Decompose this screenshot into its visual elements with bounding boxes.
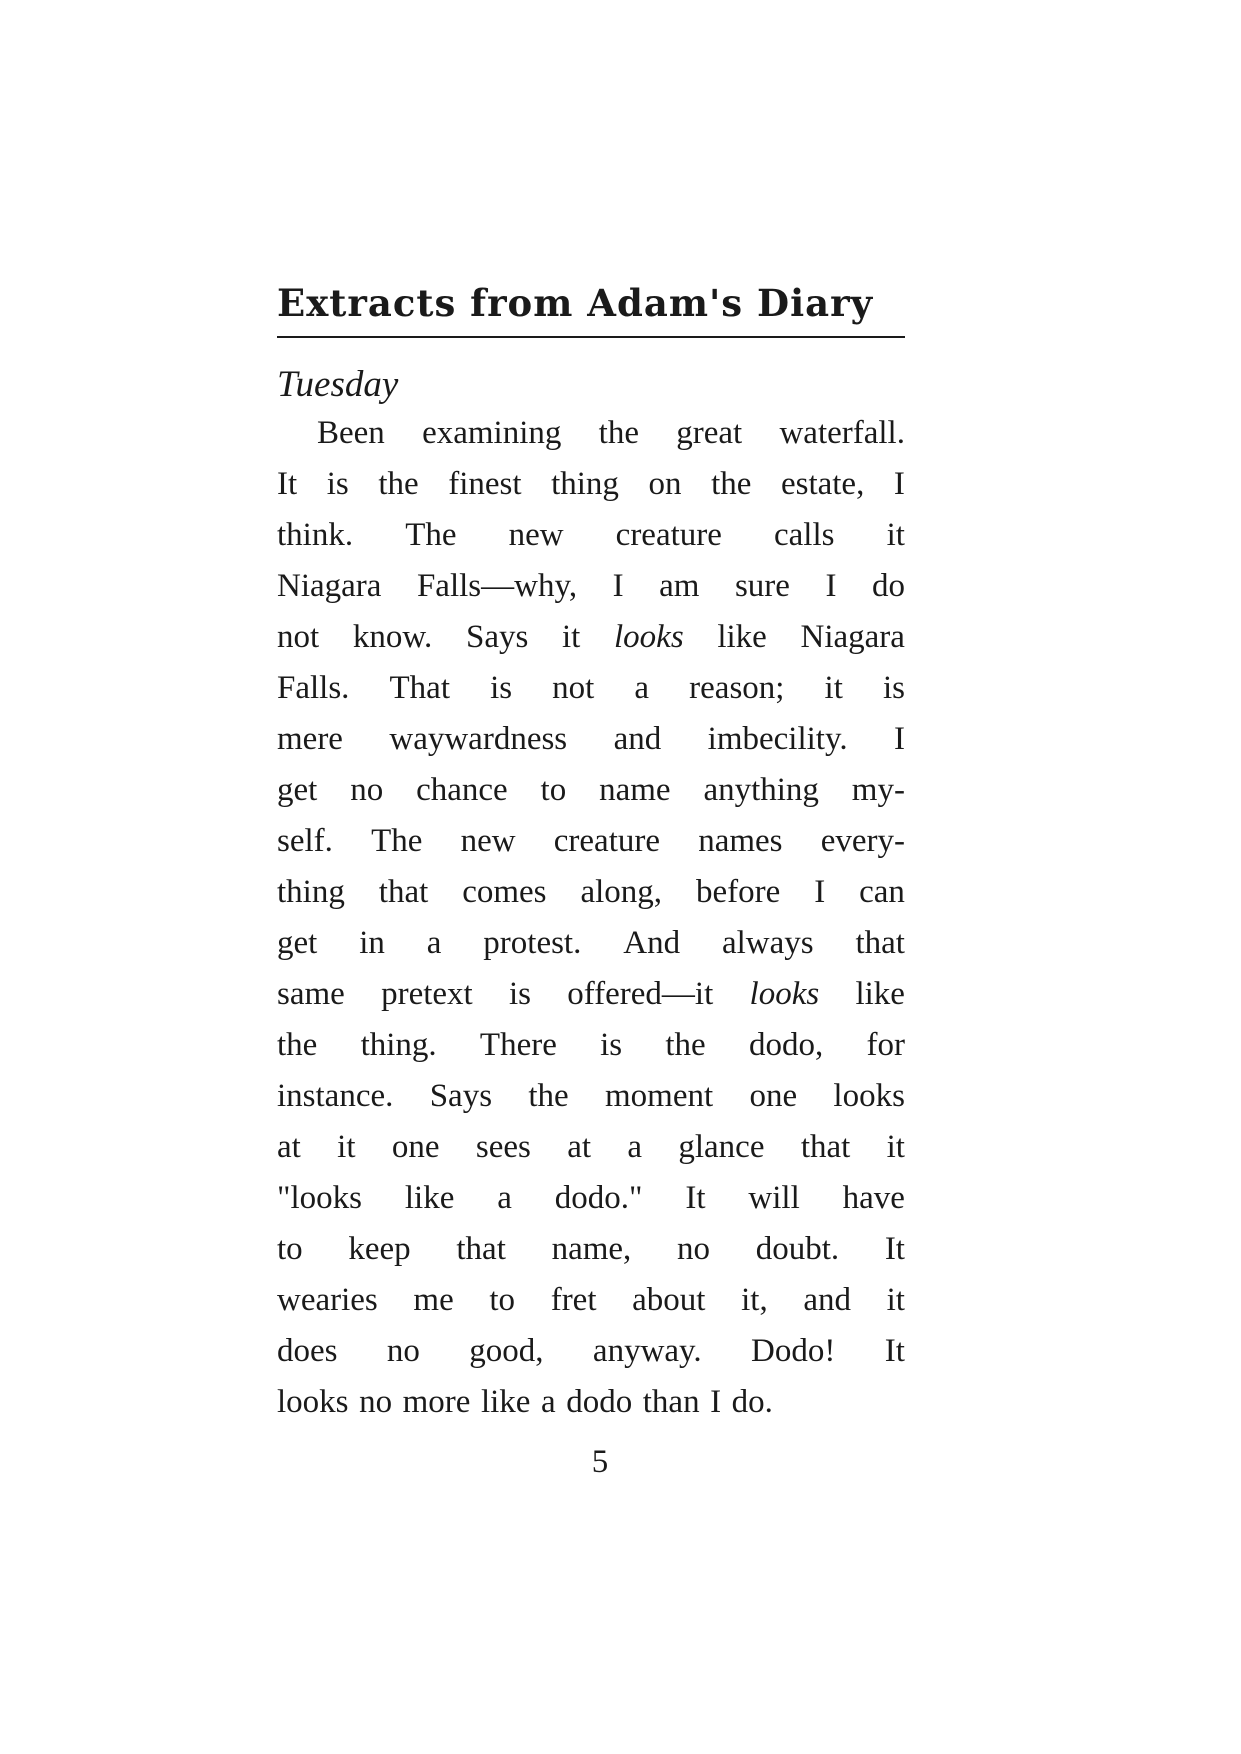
word: have bbox=[842, 1180, 905, 1216]
text-line bbox=[277, 1020, 905, 1071]
word: thing bbox=[551, 466, 619, 502]
word: names bbox=[698, 823, 783, 859]
word: me bbox=[413, 1282, 454, 1318]
word: not bbox=[277, 619, 320, 655]
text-line bbox=[277, 408, 905, 459]
word: waywardness bbox=[389, 721, 568, 757]
word: new bbox=[460, 823, 516, 859]
word: The bbox=[405, 517, 457, 553]
text-line bbox=[277, 561, 905, 612]
word: Says bbox=[429, 1078, 493, 1114]
word: along, bbox=[580, 874, 663, 910]
text-line bbox=[277, 510, 905, 561]
word: no bbox=[359, 1384, 393, 1420]
word: pretext bbox=[381, 976, 473, 1012]
text-line bbox=[277, 714, 905, 765]
word: is bbox=[326, 466, 349, 502]
word: great bbox=[676, 415, 743, 451]
text-line bbox=[277, 918, 905, 969]
text-line bbox=[277, 612, 905, 663]
word: that bbox=[855, 925, 905, 961]
text-line bbox=[277, 1224, 905, 1275]
word: does bbox=[277, 1333, 338, 1369]
word: Falls. bbox=[277, 670, 350, 706]
word: The bbox=[371, 823, 423, 859]
word: always bbox=[721, 925, 814, 961]
word: moment bbox=[604, 1078, 714, 1114]
word: I bbox=[825, 568, 837, 604]
word: finest bbox=[448, 466, 522, 502]
word: dodo bbox=[566, 1384, 633, 1420]
word: it, bbox=[741, 1282, 768, 1318]
word: about bbox=[632, 1282, 706, 1318]
word: looks bbox=[833, 1078, 905, 1114]
word: good, bbox=[469, 1333, 544, 1369]
word: anything bbox=[703, 772, 819, 808]
running-head-title: Extracts from Adam's Diary bbox=[277, 281, 874, 325]
word: calls bbox=[774, 517, 835, 553]
word: I bbox=[814, 874, 826, 910]
word: I bbox=[893, 466, 905, 502]
word: the bbox=[665, 1027, 706, 1063]
word: self. bbox=[277, 823, 333, 859]
word: Dodo! bbox=[751, 1333, 836, 1369]
word: looks bbox=[277, 1384, 349, 1420]
word: It bbox=[884, 1333, 905, 1369]
word: in bbox=[359, 925, 385, 961]
word: And bbox=[623, 925, 681, 961]
text-line bbox=[277, 765, 905, 816]
word: do bbox=[871, 568, 905, 604]
text-line bbox=[277, 1326, 905, 1377]
word: looks bbox=[749, 976, 820, 1012]
word: am bbox=[659, 568, 700, 604]
word: my- bbox=[851, 772, 905, 808]
word: that bbox=[800, 1129, 851, 1165]
word: for bbox=[866, 1027, 905, 1063]
text-line bbox=[277, 459, 905, 510]
word: waterfall. bbox=[779, 415, 905, 451]
word: it bbox=[886, 1129, 905, 1165]
word: creature bbox=[615, 517, 722, 553]
diary-entry-body bbox=[277, 408, 905, 1428]
word: Falls—why, bbox=[416, 568, 578, 604]
word: reason; bbox=[689, 670, 785, 706]
word: a bbox=[541, 1384, 556, 1420]
word: the bbox=[528, 1078, 569, 1114]
word: I bbox=[894, 721, 905, 757]
word: it bbox=[886, 1282, 905, 1318]
word: There bbox=[479, 1027, 557, 1063]
word: keep bbox=[348, 1231, 411, 1267]
page-number: 5 bbox=[591, 1444, 609, 1480]
text-line bbox=[277, 1173, 905, 1224]
word: I bbox=[612, 568, 624, 604]
word: the bbox=[598, 415, 639, 451]
word: on bbox=[648, 466, 682, 502]
word: one bbox=[391, 1129, 440, 1165]
word: That bbox=[389, 670, 450, 706]
word: no bbox=[350, 772, 384, 808]
word: Niagara bbox=[800, 619, 905, 655]
text-line bbox=[277, 1071, 905, 1122]
word: Says bbox=[465, 619, 529, 655]
word: every- bbox=[820, 823, 905, 859]
word: new bbox=[508, 517, 564, 553]
word: get bbox=[277, 925, 318, 961]
word: is bbox=[600, 1027, 623, 1063]
word: like bbox=[480, 1384, 531, 1420]
word: glance bbox=[678, 1129, 765, 1165]
word: no bbox=[386, 1333, 420, 1369]
word: imbecility. bbox=[707, 721, 848, 757]
running-header bbox=[277, 280, 905, 338]
word: know. bbox=[352, 619, 433, 655]
word: offered—it bbox=[567, 976, 714, 1012]
word: a bbox=[497, 1180, 512, 1216]
word: is bbox=[882, 670, 905, 706]
word: it bbox=[886, 517, 905, 553]
word: Niagara bbox=[277, 568, 382, 604]
word: at bbox=[567, 1129, 592, 1165]
word: it bbox=[337, 1129, 356, 1165]
word: get bbox=[277, 772, 318, 808]
word: a bbox=[426, 925, 442, 961]
word: anyway. bbox=[592, 1333, 702, 1369]
word: like bbox=[404, 1180, 455, 1216]
word: it bbox=[824, 670, 843, 706]
word: than bbox=[642, 1384, 700, 1420]
word: is bbox=[508, 976, 531, 1012]
word: will bbox=[748, 1180, 800, 1216]
word: thing. bbox=[360, 1027, 437, 1063]
word: fret bbox=[550, 1282, 597, 1318]
word: to bbox=[277, 1231, 303, 1267]
word: sure bbox=[734, 568, 790, 604]
text-line bbox=[277, 663, 905, 714]
word: like bbox=[717, 619, 767, 655]
word: the bbox=[711, 466, 752, 502]
word: the bbox=[378, 466, 419, 502]
text-line bbox=[277, 1377, 905, 1428]
word: protest. bbox=[483, 925, 582, 961]
word: creature bbox=[553, 823, 661, 859]
word: to bbox=[540, 772, 567, 808]
word: think. bbox=[277, 517, 354, 553]
word: chance bbox=[416, 772, 508, 808]
word: thing bbox=[277, 874, 345, 910]
word: estate, bbox=[780, 466, 865, 502]
word: it bbox=[561, 619, 581, 655]
word: is bbox=[490, 670, 513, 706]
word: a bbox=[627, 1129, 643, 1165]
word: looks bbox=[614, 619, 684, 655]
word: I bbox=[710, 1384, 722, 1420]
word: at bbox=[277, 1129, 301, 1165]
word: sees bbox=[475, 1129, 531, 1165]
word: dodo, bbox=[748, 1027, 824, 1063]
word: comes bbox=[462, 874, 547, 910]
word: the bbox=[277, 1027, 318, 1063]
word: and bbox=[613, 721, 662, 757]
word: one bbox=[749, 1078, 798, 1114]
word: that bbox=[456, 1231, 506, 1267]
word: like bbox=[855, 976, 905, 1012]
text-line bbox=[277, 1275, 905, 1326]
word: It bbox=[277, 466, 298, 502]
word: do. bbox=[731, 1384, 773, 1420]
word: examining bbox=[422, 415, 562, 451]
word: instance. bbox=[277, 1078, 394, 1114]
word: not bbox=[552, 670, 595, 706]
word: same bbox=[277, 976, 345, 1012]
word: and bbox=[803, 1282, 851, 1318]
word: It bbox=[685, 1180, 706, 1216]
diary-entry-day: Tuesday bbox=[277, 364, 399, 405]
text-line bbox=[277, 969, 905, 1020]
word: dodo." bbox=[554, 1180, 643, 1216]
word: name bbox=[599, 772, 671, 808]
text-line bbox=[277, 1122, 905, 1173]
word: "looks bbox=[277, 1180, 362, 1216]
word: a bbox=[634, 670, 650, 706]
text-line bbox=[277, 867, 905, 918]
word: more bbox=[402, 1384, 471, 1420]
word: wearies bbox=[277, 1282, 378, 1318]
text-line bbox=[277, 816, 905, 867]
word: mere bbox=[277, 721, 343, 757]
word: before bbox=[695, 874, 781, 910]
word: that bbox=[378, 874, 429, 910]
word: name, bbox=[551, 1231, 632, 1267]
word: doubt. bbox=[755, 1231, 840, 1267]
word: no bbox=[676, 1231, 710, 1267]
word: It bbox=[884, 1231, 905, 1267]
word: can bbox=[859, 874, 905, 910]
word: to bbox=[489, 1282, 516, 1318]
word: Been bbox=[317, 415, 385, 451]
